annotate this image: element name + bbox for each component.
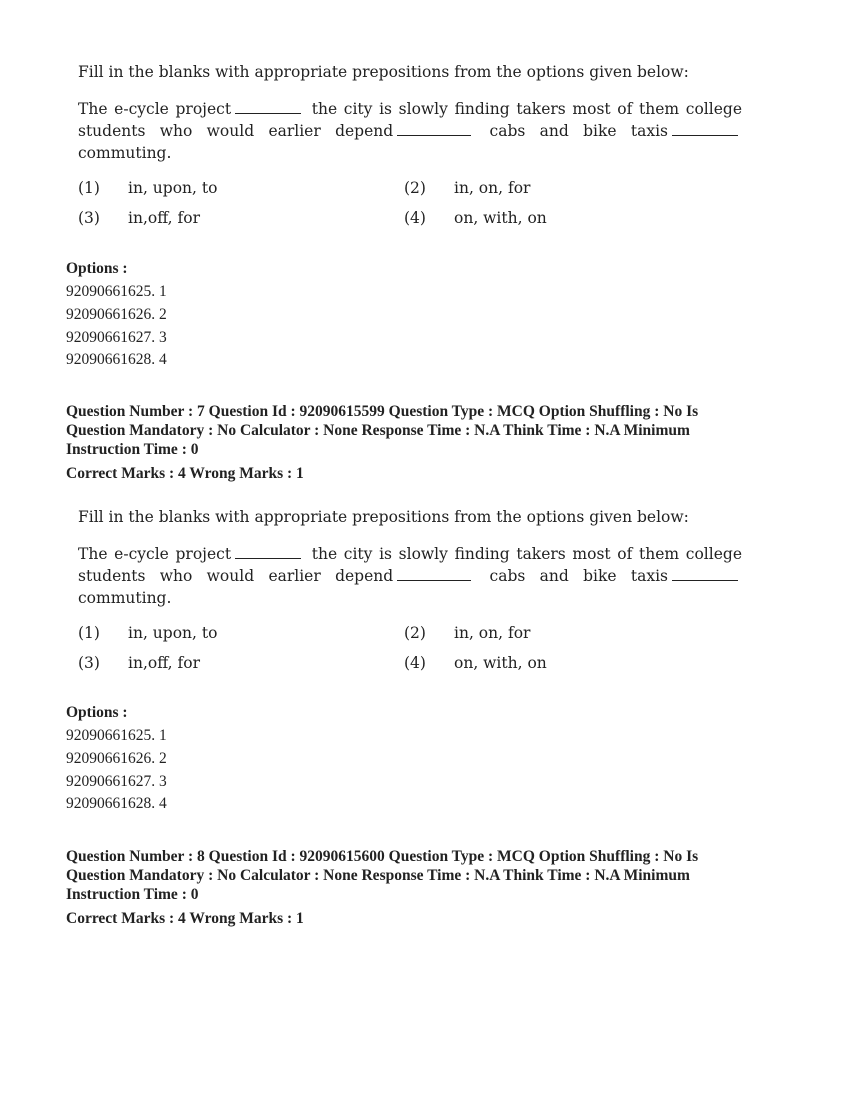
question-passage	[78, 98, 742, 164]
options-heading: Options :	[66, 704, 128, 721]
choice-text: in,off, for	[128, 654, 200, 672]
passage-part: commuting.	[78, 144, 172, 162]
question-instruction: Fill in the blanks with appropriate prepositions from the options given below:	[78, 508, 689, 526]
answer-choice	[404, 623, 704, 643]
answer-choice	[404, 208, 704, 228]
choice-text: in, upon, to	[128, 179, 218, 197]
answer-choice	[404, 178, 704, 198]
choice-number: (4)	[404, 654, 426, 672]
question-instruction: Fill in the blanks with appropriate prepositions from the options given below:	[78, 63, 689, 81]
answer-choice	[78, 178, 404, 198]
passage-part: The e-cycle project	[78, 545, 232, 563]
passage-part: cabs and bike taxis	[489, 122, 668, 140]
choice-number: (1)	[78, 624, 100, 642]
blank-line	[397, 566, 471, 581]
choice-text: on, with, on	[454, 654, 547, 672]
answer-choice	[78, 653, 404, 673]
option-item: 92090661626. 2	[66, 749, 167, 767]
question-content-block	[78, 507, 742, 673]
choice-text: in, on, for	[454, 179, 531, 197]
answer-choice	[404, 653, 704, 673]
option-item: 92090661627. 3	[66, 328, 167, 346]
blank-line	[672, 566, 738, 581]
question-meta-line: Question Mandatory : No Calculator : None Response Time : N.A Think Time : N.A Minimum	[66, 422, 690, 439]
choice-text: in, on, for	[454, 624, 531, 642]
option-item: 92090661625. 1	[66, 283, 167, 300]
question-meta-line: Question Mandatory : No Calculator : None Response Time : N.A Think Time : N.A Minimum	[66, 867, 690, 884]
answer-choices	[78, 623, 742, 673]
option-item: 92090661628. 4	[66, 795, 167, 813]
blank-line	[235, 544, 301, 559]
options-list	[66, 702, 167, 816]
option-item: 92090661628. 4	[66, 351, 167, 369]
choice-number: (1)	[78, 179, 100, 197]
question-marks: Correct Marks : 4 Wrong Marks : 1	[66, 465, 304, 482]
choice-text: in,off, for	[128, 209, 200, 227]
answer-choices	[78, 178, 742, 228]
option-item: 92090661627. 3	[66, 772, 167, 790]
options-list	[66, 258, 167, 372]
blank-line	[235, 99, 301, 114]
passage-part: commuting.	[78, 589, 172, 607]
answer-choice	[78, 623, 404, 643]
options-heading: Options :	[66, 260, 128, 277]
blank-line	[672, 121, 738, 136]
choice-text: in, upon, to	[128, 624, 218, 642]
choice-text: on, with, on	[454, 209, 547, 227]
passage-part: The e-cycle project	[78, 100, 232, 118]
choice-number: (2)	[404, 179, 426, 197]
option-item: 92090661625. 1	[66, 727, 167, 744]
question-marks: Correct Marks : 4 Wrong Marks : 1	[66, 910, 304, 927]
choice-number: (2)	[404, 624, 426, 642]
answer-choice	[78, 208, 404, 228]
question-content-block	[78, 62, 742, 228]
question-8-meta	[66, 847, 756, 928]
passage-part: cabs and bike taxis	[489, 567, 668, 585]
choice-number: (3)	[78, 654, 100, 672]
option-item: 92090661626. 2	[66, 305, 167, 323]
passage-part: the city is slowly finding takers most of them college students who would earlier depend	[78, 545, 742, 585]
choice-number: (4)	[404, 209, 426, 227]
passage-part: the city is slowly finding takers most of them college students who would earlier depend	[78, 100, 742, 140]
question-meta-line: Instruction Time : 0	[66, 441, 199, 458]
question-meta-line: Question Number : 7 Question Id : 92090615599 Question Type : MCQ Option Shuffling : No Is	[66, 403, 699, 420]
question-meta-line: Instruction Time : 0	[66, 886, 199, 903]
blank-line	[397, 121, 471, 136]
choice-number: (3)	[78, 209, 100, 227]
question-passage	[78, 543, 742, 609]
question-meta-line: Question Number : 8 Question Id : 92090615600 Question Type : MCQ Option Shuffling : No Is	[66, 848, 699, 865]
question-7-meta	[66, 402, 756, 483]
